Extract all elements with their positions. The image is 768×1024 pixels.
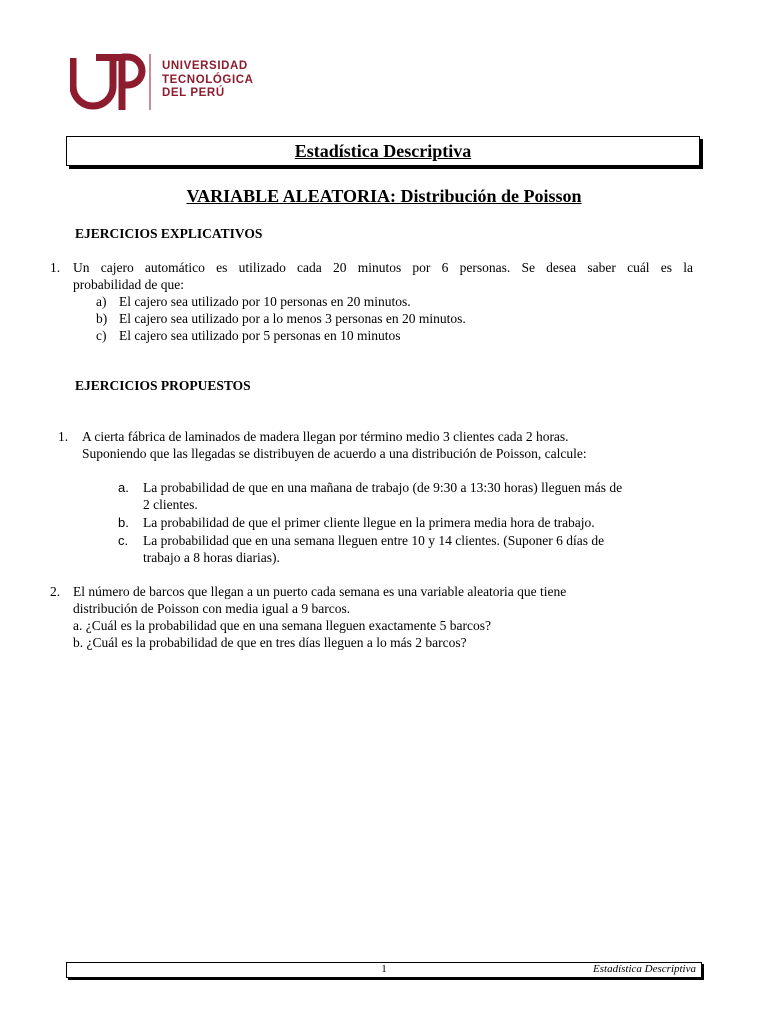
subitem-text: trabajo a 8 horas diarias). bbox=[143, 550, 280, 565]
subitem-text: 2 clientes. bbox=[143, 497, 198, 512]
subitem-text: La probabilidad de que el primer cliente llegue en la primera media hora de trabajo. bbox=[143, 515, 595, 530]
section-heading-explicativos: EJERCICIOS EXPLICATIVOS bbox=[75, 226, 263, 241]
subitem-text: a. ¿Cuál es la probabilidad que en una semana lleguen exactamente 5 barcos? bbox=[73, 618, 491, 633]
subitem-text: El cajero sea utilizado por a lo menos 3 personas en 20 minutos. bbox=[119, 311, 466, 326]
subitem-text: El cajero sea utilizado por 10 personas en 20 minutos. bbox=[119, 294, 411, 309]
subitem-marker: c) bbox=[96, 328, 107, 343]
university-name bbox=[162, 60, 254, 101]
subitem-marker: a) bbox=[96, 294, 107, 309]
item-number: 1. bbox=[50, 260, 61, 275]
subitem-marker: c. bbox=[118, 533, 129, 548]
item-number: 2. bbox=[50, 584, 61, 599]
page-title: VARIABLE ALEATORIA: Distribución de Poisson bbox=[186, 186, 582, 206]
exercise-text: Suponiendo que las llegadas se distribuyen de acuerdo a una distribución de Poisson, calcule: bbox=[82, 446, 587, 461]
course-title: Estadística Descriptiva bbox=[294, 140, 472, 161]
subitem-marker: a. bbox=[118, 480, 129, 495]
subitem-text: El cajero sea utilizado por 5 personas en 10 minutos bbox=[119, 328, 401, 343]
subitem-marker: b. bbox=[118, 515, 129, 530]
utp-logo-icon bbox=[70, 52, 154, 114]
exercise-text: El número de barcos que llegan a un puerto cada semana es una variable aleatoria que tiene bbox=[73, 584, 567, 599]
subitem-text: La probabilidad de que en una mañana de trabajo (de 9:30 a 13:30 horas) lleguen más de bbox=[143, 480, 623, 495]
section-heading-propuestos: EJERCICIOS PROPUESTOS bbox=[75, 378, 251, 393]
item-number: 1. bbox=[58, 429, 69, 444]
course-title-box bbox=[66, 136, 700, 166]
page-number: 1 bbox=[381, 963, 387, 975]
logo-line-2: TECNOLÓGICA bbox=[162, 73, 254, 86]
exercise-text: probabilidad de que: bbox=[73, 277, 184, 292]
footer-label: Estadística Descriptiva bbox=[593, 963, 696, 975]
subitem-text: b. ¿Cuál es la probabilidad de que en tres días lleguen a lo más 2 barcos? bbox=[73, 635, 467, 650]
subitem-text: La probabilidad que en una semana lleguen entre 10 y 14 clientes. (Suponer 6 días de bbox=[143, 533, 605, 548]
subitem-marker: b) bbox=[96, 311, 108, 326]
logo-line-3: DEL PERÚ bbox=[162, 87, 225, 99]
exercise-text: Un cajero automático es utilizado cada 20 minutos por 6 personas. Se desea saber cuál es la bbox=[73, 260, 693, 275]
exercise-text: distribución de Poisson con media igual a 9 barcos. bbox=[73, 601, 351, 616]
exercise-text: A cierta fábrica de laminados de madera llegan por término medio 3 clientes cada 2 horas. bbox=[82, 429, 569, 444]
logo-line-1: UNIVERSIDAD bbox=[162, 60, 248, 72]
